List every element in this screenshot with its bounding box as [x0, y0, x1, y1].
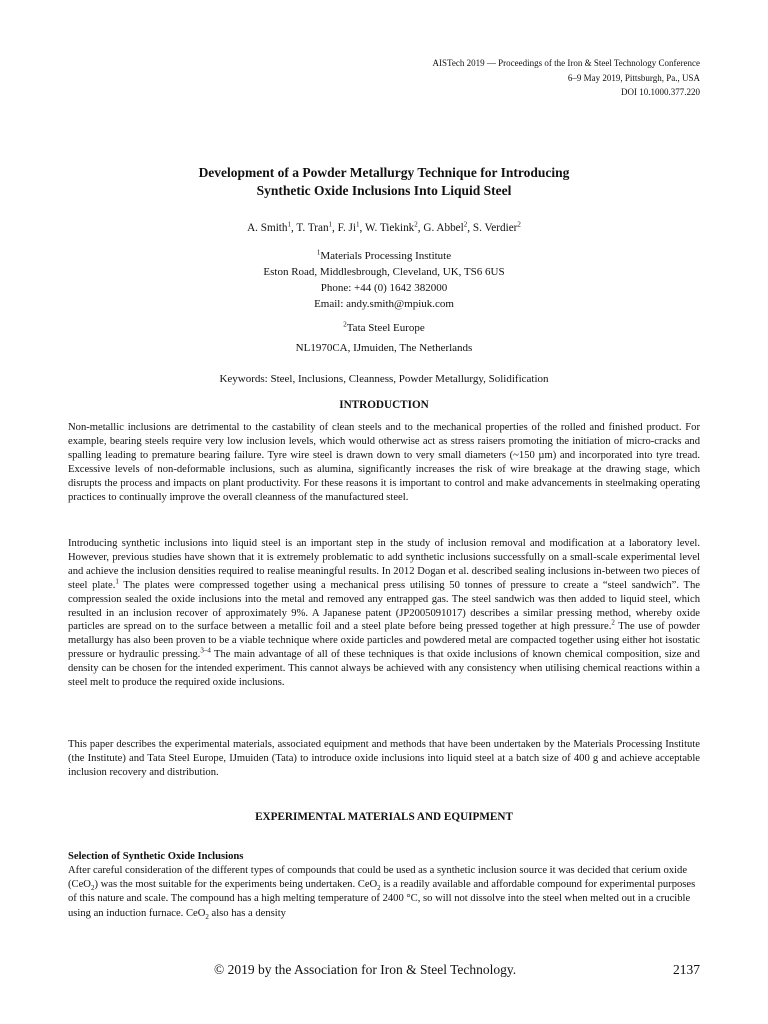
author-name: G. Abbel	[423, 222, 464, 234]
affiliation-2	[0, 320, 768, 356]
introduction-paragraph-2	[68, 537, 700, 690]
author-affiliation-mark: 1	[356, 220, 360, 229]
page-number: 2137	[673, 962, 700, 977]
affiliation-email: Email: andy.smith@mpiuk.com	[314, 298, 454, 310]
header-conference: AISTech 2019 — Proceedings of the Iron & Steel Technology Conference	[432, 58, 700, 68]
paragraph-text: The plates were compressed together using a mechanical press utilising 50 tonnes of pressure to create a “steel sandwich”. The compression sealed the oxide inclusions into the metal and removed any entrapped gas. The steel sandwich was then added to liquid steel, which resulted in an inclusion recover of approximately 9%. A Japanese patent (JP2005091017) describes a similar pressing method, whereby oxide particles are spread on to the surface between a metallic foil and a steel plate before being pressed together at high pressure.	[68, 579, 700, 633]
paragraph-text: ) was the most suitable for the experiments being undertaken. CeO	[94, 879, 378, 891]
experimental-heading: EXPERIMENTAL MATERIALS AND EQUIPMENT	[255, 811, 513, 823]
paragraph-text: is a readily available and affordable compound for experimental purposes of this nature and scale. The compound has a high melting temperature of 2400 °C, so will not dissolve into the steel when melted out in a crucible using an induction furnace. CeO	[68, 879, 696, 919]
author-list: A. Smith$^1$, T. Tran$^1$, F. Ji$^1$, W. Tiekink$^2$, G. Abbel$^2$, S. Verdier$^2$	[247, 220, 521, 234]
subscript: 2	[205, 912, 209, 921]
introduction-paragraph-1: Non-metallic inclusions are detrimental to the castability of clean steels and to the mechanical properties of the rolled and finished product. For example, bearing steels require very low inclusion levels, which would otherwise act as stress raisers promoting the initiation of micro-cracks and spalling leading to premature bearing failure. Tyre wire steel is drawn down to very small diameters (~150 µm) and incorporated into tyre tread. Excessive levels of non-deformable inclusions, such as alumina, significantly increases the risk of wire breakage at the drawing stage, which disrupts the process and impacts on plant productivity. For these reasons it is important to control and make advancements in steelmaking operating practices to continually improve the overall cleanness of the manufactured steel.	[68, 422, 700, 503]
header-doi: DOI 10.1000.377.220	[621, 87, 700, 97]
paragraph-text: After careful consideration of the different types of compounds that could be used as a synthetic inclusion source it was decided that cerium oxide (CeO	[68, 865, 688, 891]
subscript: 2	[377, 884, 381, 893]
author-name: A. Smith	[247, 222, 288, 234]
author-affiliation-mark: 1	[287, 220, 292, 229]
author-name: W. Tiekink	[364, 222, 415, 234]
paragraph-text: The use of powder metallurgy has also been proven to be a viable technique where oxide particles and powdered metal are compacted together using either hot isostatic pressure or hydraulic pressing.	[68, 621, 700, 661]
citation-ref: 1	[115, 577, 119, 586]
keywords: Keywords: Steel, Inclusions, Cleanness, Powder Metallurgy, Solidification	[219, 373, 549, 385]
author-name: T. Tran	[296, 222, 329, 234]
paragraph-text: Introducing synthetic inclusions into liquid steel is an important step in the study of inclusion removal and modification at a laboratory level. However, previous studies have shown that it is extremely problematic to add synthetic inclusions successfully on a small-scale experimental level and achieve the inclusion densities required to realise meaningful results. In 2012 Dogan et al. described sealing inclusions in-between two pieces of steel plate.	[68, 538, 700, 591]
affiliation-name: Tata Steel Europe	[346, 322, 425, 334]
subscript: 2	[90, 884, 95, 893]
copyright-notice: © 2019 by the Association for Iron & Steel Technology.	[214, 962, 517, 977]
running-header	[280, 56, 700, 100]
affiliation-address: NL1970CA, IJmuiden, The Netherlands	[295, 342, 473, 354]
author-affiliation-mark: 2	[414, 220, 418, 229]
title-line-1: Development of a Powder Metallurgy Technique for Introducing	[198, 165, 570, 180]
affiliation-mark: 2	[343, 320, 347, 329]
citation-ref: 3–4	[200, 646, 211, 655]
paper-title	[0, 164, 768, 200]
affiliation-address: Eston Road, Middlesbrough, Cleveland, UK, TS6 6US	[263, 266, 505, 278]
paragraph-text: also has a density	[208, 907, 286, 919]
author-name: F. Ji	[337, 222, 357, 234]
introduction-paragraph-3: This paper describes the experimental materials, associated equipment and methods that have been undertaken by the Materials Processing Institute (the Institute) and Tata Steel Europe, IJmuiden (Tata) to introduce oxide inclusions into liquid steel at a batch size of 400 g and achieve acceptable inclusion recovery and distribution.	[68, 739, 700, 778]
author-name: S. Verdier	[472, 222, 518, 234]
title-line-2: Synthetic Oxide Inclusions Into Liquid Steel	[256, 183, 512, 198]
affiliation-mark: 1	[316, 248, 321, 257]
author-affiliation-mark: 1	[328, 220, 333, 229]
header-dates: 6–9 May 2019, Pittsburgh, Pa., USA	[567, 72, 700, 83]
paragraph-text: The main advantage of all of these techniques is that oxide inclusions of known chemical composition, size and density can be chosen for the intended experiment. This cannot always be achieved with any consistency when utilising chemical reactions within a steel melt to produce the required oxide inclusions.	[68, 649, 700, 689]
affiliation-name: Materials Processing Institute	[320, 250, 452, 262]
affiliation-phone: Phone: +44 (0) 1642 382000	[320, 282, 448, 294]
affiliation-1	[0, 248, 768, 312]
author-affiliation-mark: 2	[517, 220, 521, 229]
introduction-heading: INTRODUCTION	[339, 399, 429, 411]
author-affiliation-mark: 2	[463, 220, 468, 229]
citation-ref: 2	[611, 618, 615, 627]
experimental-paragraph	[68, 864, 700, 921]
section-subheading: Selection of Synthetic Oxide Inclusions	[68, 851, 244, 862]
